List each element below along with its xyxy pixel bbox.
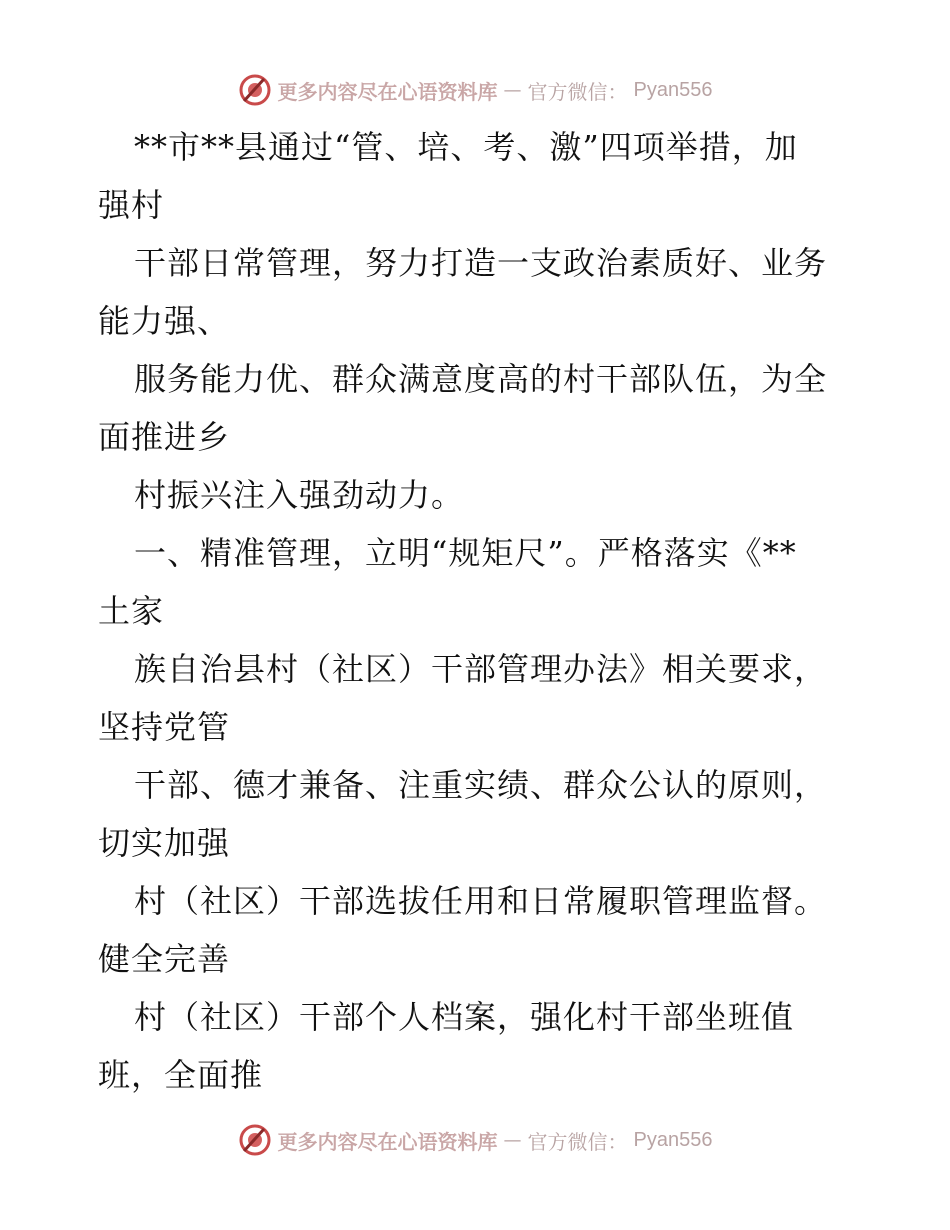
watermark-text: 更多内容尽在心语资料库 — [277, 1129, 498, 1154]
text-line: 强村 — [98, 186, 165, 224]
footer-watermark — [0, 1120, 950, 1160]
text-line: 一、精准管理，立明“规矩尺”。严格落实《** — [134, 534, 797, 572]
text-line: 切实加强 — [98, 824, 231, 862]
text-line: 村振兴注入强劲动力。 — [134, 476, 465, 514]
text-line: 面推进乡 — [98, 418, 231, 456]
watermark-dash: — — [503, 1129, 522, 1151]
text-line: 干部、德才兼备、注重实绩、群众公认的原则， — [134, 766, 828, 804]
brand-logo-icon — [238, 1123, 272, 1157]
text-line: 族自治县村（社区）干部管理办法》相关要求， — [134, 650, 828, 688]
text-line: 健全完善 — [98, 940, 231, 978]
watermark-dash: — — [503, 79, 522, 101]
text-line: 坚持党管 — [98, 708, 231, 746]
watermark-wechat-id: Pyan556 — [633, 78, 713, 101]
brand-logo-icon — [238, 73, 272, 107]
header-watermark — [0, 70, 950, 110]
text-line: 村（社区）干部个人档案，强化村干部坐班值 — [134, 998, 795, 1036]
document-body — [98, 118, 868, 1104]
text-line: **市**县通过“管、培、考、激”四项举措，加 — [134, 128, 798, 166]
text-line: 干部日常管理，努力打造一支政治素质好、业务 — [134, 244, 828, 282]
watermark-wechat-label: 官方微信： — [527, 1129, 628, 1154]
watermark-wechat-label: 官方微信： — [527, 79, 628, 104]
text-line: 能力强、 — [98, 302, 231, 340]
watermark-wechat-id: Pyan556 — [633, 1128, 713, 1151]
text-line: 班，全面推 — [98, 1056, 264, 1094]
text-line: 土家 — [98, 592, 165, 630]
text-line: 服务能力优、群众满意度高的村干部队伍，为全 — [134, 360, 828, 398]
text-line: 村（社区）干部选拔任用和日常履职管理监督。 — [134, 882, 828, 920]
watermark-text: 更多内容尽在心语资料库 — [277, 79, 498, 104]
